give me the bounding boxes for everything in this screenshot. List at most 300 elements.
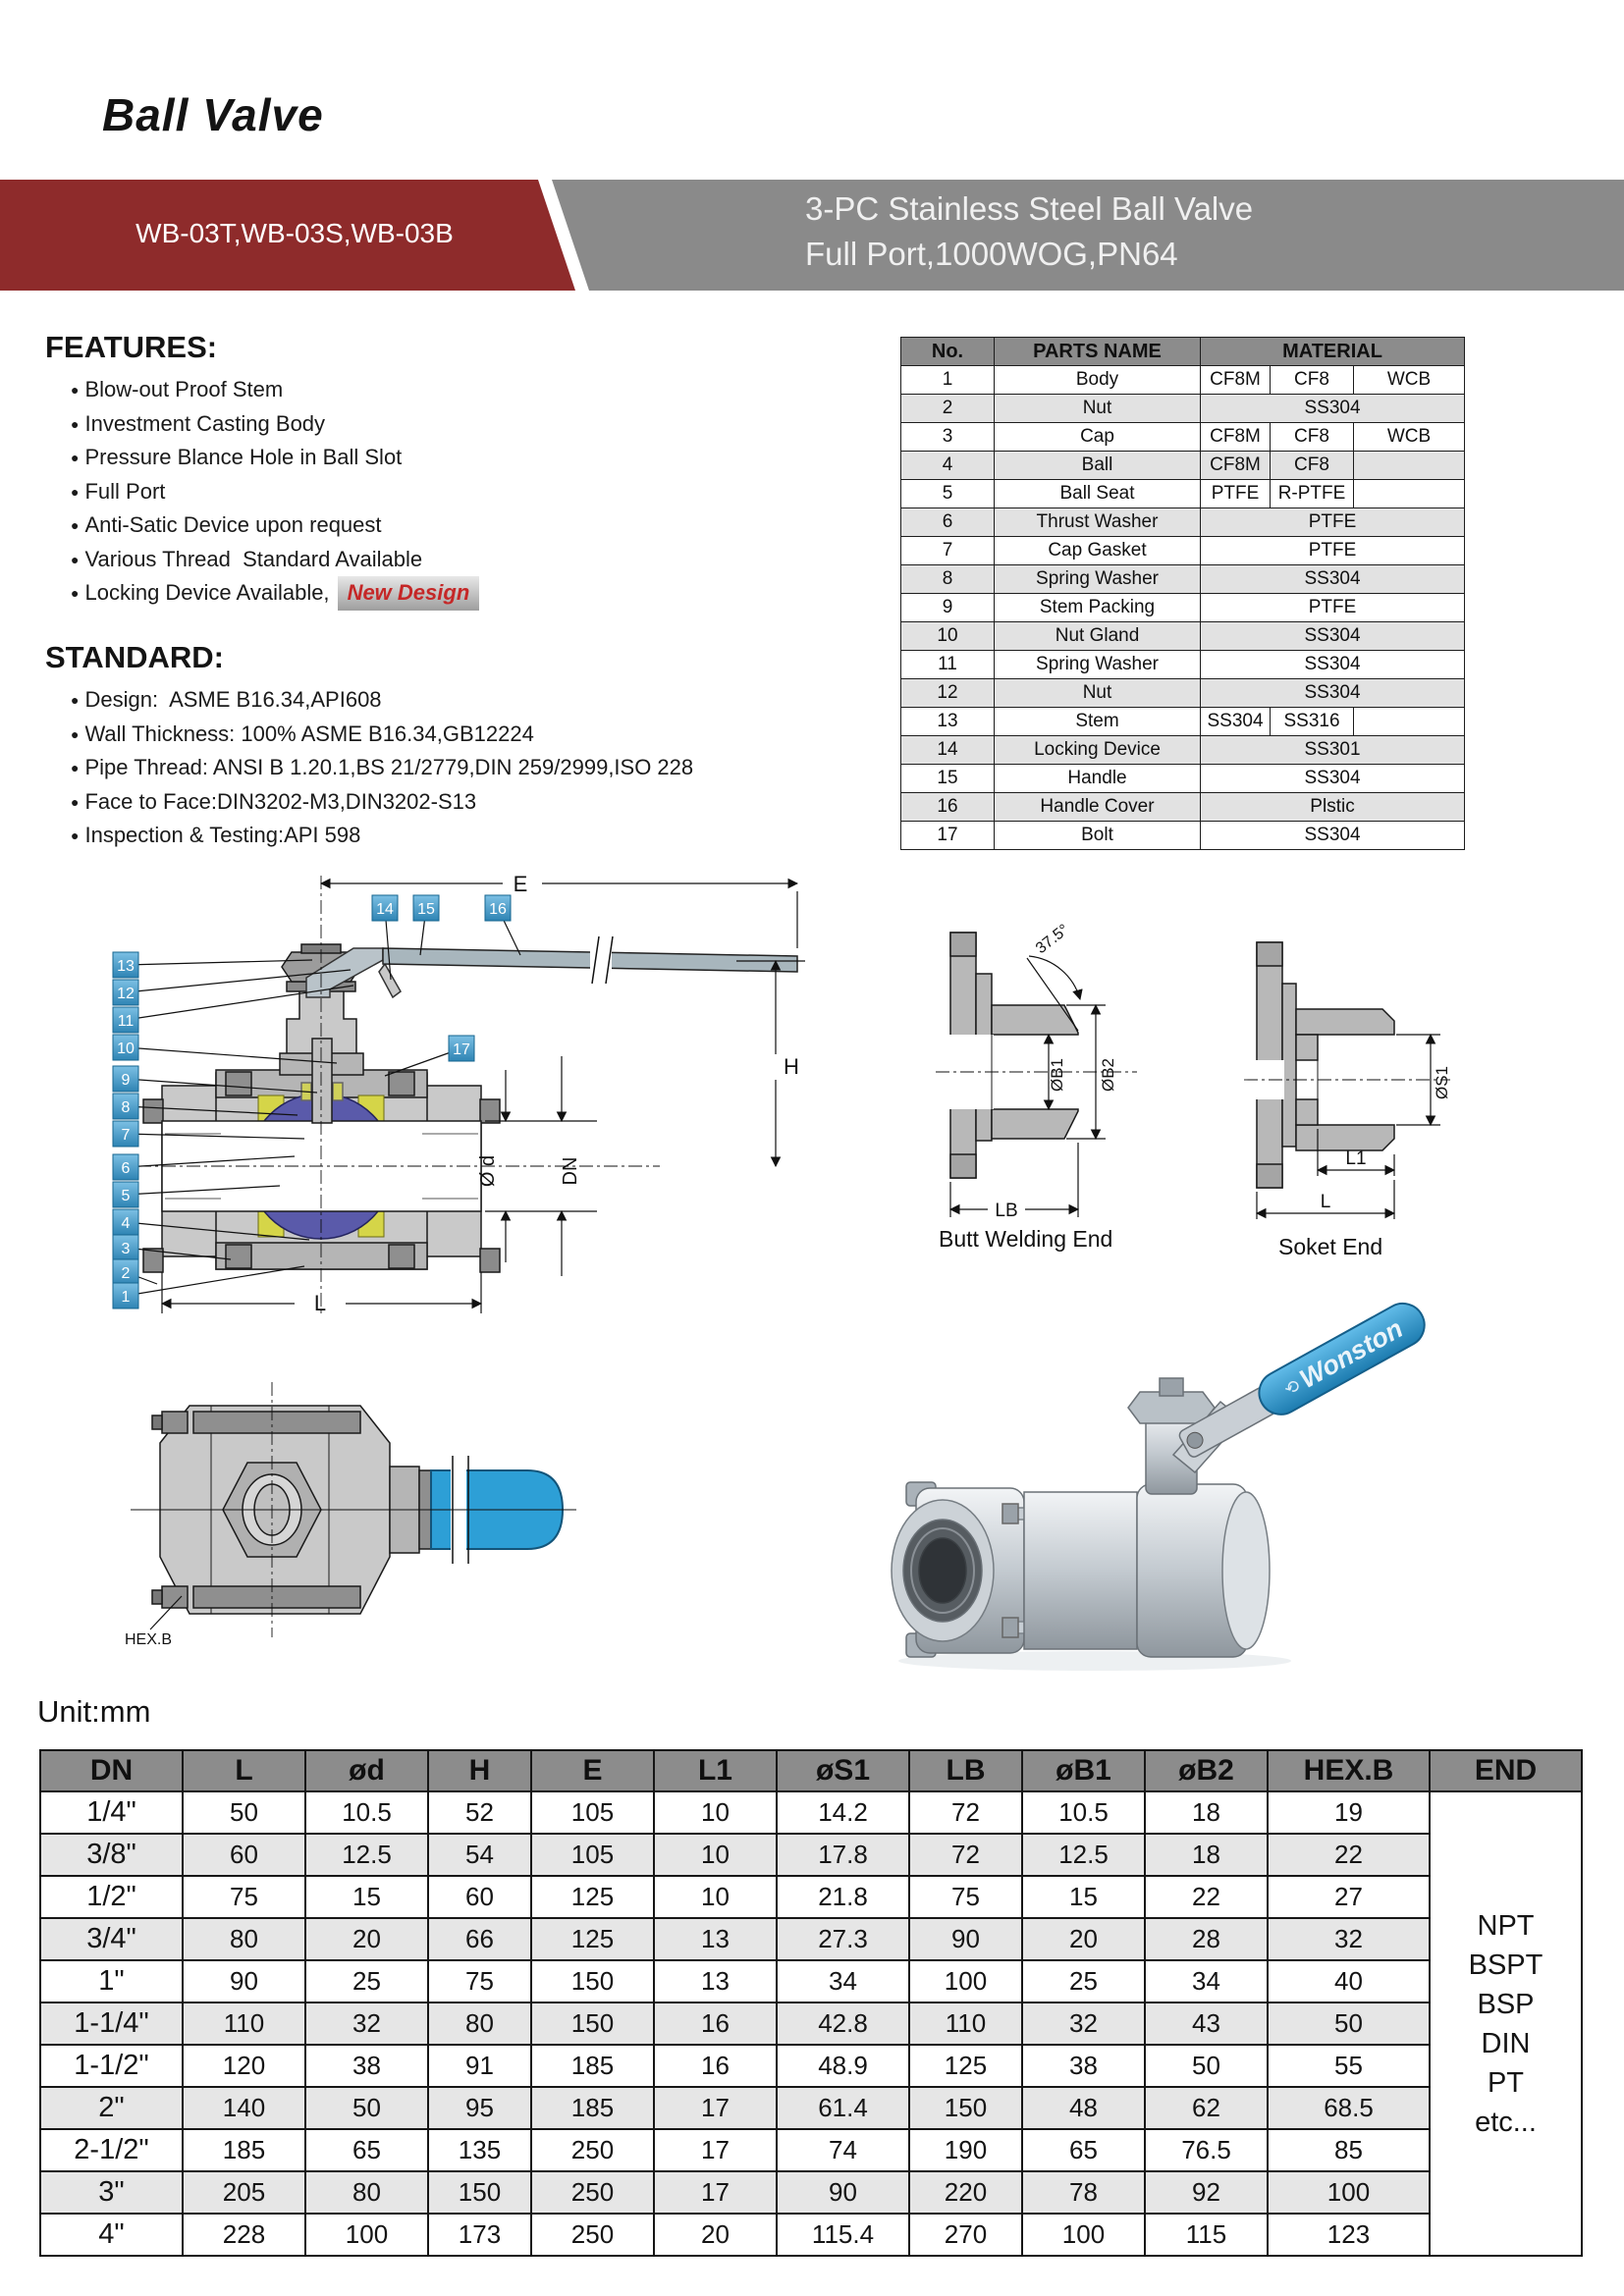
hexb-label: HEX.B (125, 1631, 173, 1647)
parts-table-body (901, 366, 1465, 850)
parts-cell: WCB (1354, 423, 1465, 452)
svg-text:8: 8 (121, 1099, 131, 1116)
dim-cell: 17.8 (777, 1834, 909, 1876)
product-photo (830, 1245, 1429, 1677)
dim-cell: 50 (183, 1791, 305, 1834)
dim-B1-label: ØB1 (1048, 1057, 1066, 1093)
butt-weld-body (948, 933, 1078, 1178)
dim-cell: 75 (428, 1960, 531, 2002)
svg-text:13: 13 (117, 958, 135, 975)
svg-text:6: 6 (121, 1160, 131, 1177)
parts-cell (1354, 708, 1465, 736)
dim-cell: 92 (1145, 2171, 1268, 2214)
parts-table-row (901, 793, 1465, 822)
svg-text:14: 14 (376, 901, 394, 918)
dim-cell: 10 (654, 1791, 777, 1834)
parts-table-row (901, 565, 1465, 594)
bullet-item: ● Investment Casting Body (71, 407, 595, 442)
dim-cell: 270 (909, 2214, 1022, 2256)
parts-cell: Spring Washer (995, 651, 1201, 679)
dim-cell: 10 (654, 1876, 777, 1918)
dim-col-header: øB1 (1022, 1750, 1145, 1791)
dim-cell: 13 (654, 1960, 777, 2002)
dim-cell: 110 (909, 2002, 1022, 2045)
dim-cell: 66 (428, 1918, 531, 1960)
dim-cell: 25 (1022, 1960, 1145, 2002)
dim-cell: 48 (1022, 2087, 1145, 2129)
parts-cell: Nut (995, 679, 1201, 708)
parts-cell: CF8 (1271, 452, 1354, 480)
dim-cell: 34 (777, 1960, 909, 2002)
dim-cell: 38 (1022, 2045, 1145, 2087)
dim-cell: 10 (654, 1834, 777, 1876)
parts-table-header (901, 338, 1465, 366)
dim-cell: 100 (909, 1960, 1022, 2002)
dim-cell: 17 (654, 2129, 777, 2171)
flange-bolt (389, 1072, 414, 1095)
dim-table-row (40, 1834, 1582, 1876)
parts-cell: PTFE (1201, 594, 1465, 622)
dim-cell: 91 (428, 2045, 531, 2087)
dim-cell: 65 (1022, 2129, 1145, 2171)
dim-table-row (40, 2002, 1582, 2045)
dim-cell: 20 (1022, 1918, 1145, 1960)
dim-cell: 185 (183, 2129, 305, 2171)
dim-cell: 15 (305, 1876, 428, 1918)
parts-cell: SS304 (1201, 708, 1271, 736)
dim-L-label: L (1320, 1192, 1331, 1212)
product-title-line1: 3-PC Stainless Steel Ball Valve (805, 190, 1254, 227)
dim-cell-dn: 3/8" (40, 1834, 183, 1876)
dim-cell-dn: 2-1/2" (40, 2129, 183, 2171)
dim-cell: 125 (909, 2045, 1022, 2087)
parts-cell: Stem Packing (995, 594, 1201, 622)
dim-cell: 19 (1268, 1791, 1430, 1834)
end-option: etc... (1475, 2106, 1537, 2138)
dim-cell: 125 (531, 1918, 654, 1960)
end-option: BSP (1477, 1988, 1535, 2020)
bullet-item: ● Anti-Satic Device upon request (71, 508, 595, 543)
dim-cell: 21.8 (777, 1876, 909, 1918)
dim-cell: 90 (777, 2171, 909, 2214)
parts-cell: Handle Cover (995, 793, 1201, 822)
dim-cell: 38 (305, 2045, 428, 2087)
dim-cell: 52 (428, 1791, 531, 1834)
dim-cell: 140 (183, 2087, 305, 2129)
dim-col-header: HEX.B (1268, 1750, 1430, 1791)
dim-DN-label: DN (560, 1156, 581, 1186)
dim-cell: 10.5 (1022, 1791, 1145, 1834)
parts-table-row (901, 537, 1465, 565)
parts-cell: SS304 (1201, 679, 1465, 708)
dim-table-row (40, 1791, 1582, 1834)
dim-cell: 100 (1268, 2171, 1430, 2214)
parts-table-row (901, 679, 1465, 708)
dim-cell-dn: 4" (40, 2214, 183, 2256)
bullet-item: ● Design: ASME B16.34,API608 (71, 683, 654, 718)
page-title: Ball Valve (102, 89, 324, 140)
dim-cell: 228 (183, 2214, 305, 2256)
svg-text:4: 4 (121, 1215, 131, 1232)
svg-text:1: 1 (121, 1289, 131, 1306)
svg-text:17: 17 (453, 1041, 470, 1058)
dim-cell: 10.5 (305, 1791, 428, 1834)
dim-cell: 150 (531, 2002, 654, 2045)
dim-cell: 185 (531, 2045, 654, 2087)
dim-cell: 12.5 (1022, 1834, 1145, 1876)
features-section (45, 330, 595, 611)
features-heading: FEATURES: (45, 330, 218, 364)
bullet-item: ● Pipe Thread: ANSI B 1.20.1,BS 21/2779,DIN 259/2999,ISO 228 (71, 751, 654, 785)
parts-table-row (901, 423, 1465, 452)
standard-heading: STANDARD: (45, 640, 224, 674)
end-thread-types-cell (1430, 1791, 1582, 2256)
svg-text:9: 9 (121, 1072, 131, 1089)
dim-cell: 68.5 (1268, 2087, 1430, 2129)
parts-cell: CF8 (1271, 423, 1354, 452)
parts-cell: 3 (901, 423, 995, 452)
dim-cell: 14.2 (777, 1791, 909, 1834)
bullet-item: ● Face to Face:DIN3202-M3,DIN3202-S13 (71, 785, 654, 820)
dim-cell: 43 (1145, 2002, 1268, 2045)
dim-col-header: L1 (654, 1750, 777, 1791)
parts-table-row (901, 736, 1465, 765)
svg-text:11: 11 (117, 1013, 135, 1030)
parts-cell: Spring Washer (995, 565, 1201, 594)
dim-B2-label: ØB2 (1099, 1057, 1117, 1093)
dim-cell: 32 (1268, 1918, 1430, 1960)
dim-cell: 185 (531, 2087, 654, 2129)
dim-cell: 50 (305, 2087, 428, 2129)
end-option: PT (1487, 2066, 1525, 2099)
bullet-item: ● Wall Thickness: 100% ASME B16.34,GB12224 (71, 718, 654, 752)
parts-table-row (901, 622, 1465, 651)
dim-col-header: H (428, 1750, 531, 1791)
parts-cell: 12 (901, 679, 995, 708)
parts-table-row (901, 452, 1465, 480)
parts-cell: 8 (901, 565, 995, 594)
dim-cell: 75 (909, 1876, 1022, 1918)
bullet-item: ● Various Thread Standard Available (71, 543, 595, 577)
dimension-table-header (40, 1750, 1582, 1791)
end-option: NPT (1477, 1909, 1535, 1942)
dim-col-header: LB (909, 1750, 1022, 1791)
dim-cell: 110 (183, 2002, 305, 2045)
dim-cell: 72 (909, 1791, 1022, 1834)
dim-cell: 90 (183, 1960, 305, 2002)
dim-cell-dn: 1-1/2" (40, 2045, 183, 2087)
dim-cell: 16 (654, 2002, 777, 2045)
dim-cell-dn: 2" (40, 2087, 183, 2129)
dim-cell: 75 (183, 1876, 305, 1918)
parts-col-material: MATERIAL (1201, 338, 1465, 366)
dim-cell: 95 (428, 2087, 531, 2129)
parts-cell: WCB (1354, 366, 1465, 395)
dim-cell: 27.3 (777, 1918, 909, 1960)
dim-cell: 115.4 (777, 2214, 909, 2256)
dim-cell: 78 (1022, 2171, 1145, 2214)
parts-cell: Cap Gasket (995, 537, 1201, 565)
brand-label: Wonston (1294, 1313, 1408, 1395)
butt-welding-end-drawing (931, 915, 1206, 1254)
dimension-table-body (40, 1791, 1582, 2256)
parts-cell: 17 (901, 822, 995, 850)
parts-table-row (901, 708, 1465, 736)
dim-col-header: END (1430, 1750, 1582, 1791)
body-nut (143, 1249, 163, 1272)
socket-end-caption: Soket End (1278, 1234, 1383, 1259)
part-tag (113, 1266, 304, 1308)
dim-cell: 20 (305, 1918, 428, 1960)
parts-cell: SS304 (1201, 651, 1465, 679)
parts-cell: Bolt (995, 822, 1201, 850)
dim-L1-label: L1 (1345, 1148, 1367, 1169)
dim-cell-dn: 1/2" (40, 1876, 183, 1918)
parts-cell: 4 (901, 452, 995, 480)
parts-cell: Ball (995, 452, 1201, 480)
dim-col-header: DN (40, 1750, 183, 1791)
parts-cell: 14 (901, 736, 995, 765)
dim-d-label: Ø d (477, 1154, 499, 1188)
parts-cell: 1 (901, 366, 995, 395)
parts-cell: 2 (901, 395, 995, 423)
parts-cell: Locking Device (995, 736, 1201, 765)
dim-cell: 42.8 (777, 2002, 909, 2045)
new-design-badge: New Design (338, 576, 480, 611)
dim-cell: 100 (305, 2214, 428, 2256)
dim-cell: 150 (428, 2171, 531, 2214)
bullet-item: ● Blow-out Proof Stem (71, 373, 595, 407)
parts-cell (1354, 480, 1465, 508)
dim-cell: 60 (428, 1876, 531, 1918)
dim-cell-dn: 1-1/4" (40, 2002, 183, 2045)
parts-cell: Handle (995, 765, 1201, 793)
dim-cell: 85 (1268, 2129, 1430, 2171)
dim-cell: 13 (654, 1918, 777, 1960)
dimension-table (39, 1749, 1583, 2257)
valve-cross-section-drawing (59, 862, 835, 1323)
dim-cell: 22 (1145, 1876, 1268, 1918)
flange-bolt (226, 1245, 251, 1268)
parts-cell (1354, 452, 1465, 480)
dim-cell: 50 (1268, 2002, 1430, 2045)
dim-cell: 72 (909, 1834, 1022, 1876)
dim-cell: 123 (1268, 2214, 1430, 2256)
dim-cell: 50 (1145, 2045, 1268, 2087)
parts-cell: Ball Seat (995, 480, 1201, 508)
dim-cell: 34 (1145, 1960, 1268, 2002)
flange-bolt (226, 1072, 251, 1095)
dim-col-header: øS1 (777, 1750, 909, 1791)
dim-cell: 17 (654, 2171, 777, 2214)
parts-cell: SS304 (1201, 765, 1465, 793)
dim-cell: 15 (1022, 1876, 1145, 1918)
parts-cell: 10 (901, 622, 995, 651)
parts-table-row (901, 822, 1465, 850)
dim-cell-dn: 1" (40, 1960, 183, 2002)
dim-cell: 205 (183, 2171, 305, 2214)
dim-cell: 120 (183, 2045, 305, 2087)
body-nut (480, 1249, 500, 1272)
parts-cell: 9 (901, 594, 995, 622)
socket-body (1255, 942, 1394, 1188)
svg-text:10: 10 (117, 1041, 135, 1057)
butt-welding-end-caption: Butt Welding End (939, 1226, 1113, 1252)
dim-cell: 20 (654, 2214, 777, 2256)
stem-packing (333, 1083, 343, 1100)
end-option: BSPT (1468, 1949, 1543, 1981)
parts-cell: PTFE (1201, 537, 1465, 565)
dim-cell-dn: 1/4" (40, 1791, 183, 1834)
dim-cell: 12.5 (305, 1834, 428, 1876)
part-tag (413, 895, 439, 955)
parts-cell: SS304 (1201, 395, 1465, 423)
svg-text:2: 2 (121, 1265, 131, 1282)
svg-text:16: 16 (489, 901, 507, 918)
dim-cell: 32 (305, 2002, 428, 2045)
dim-table-row (40, 2045, 1582, 2087)
dim-cell: 25 (305, 1960, 428, 2002)
part-tag (485, 895, 520, 955)
parts-cell: Nut Gland (995, 622, 1201, 651)
bevel-angle-label: 37.5° (1032, 921, 1073, 958)
parts-table-row (901, 366, 1465, 395)
dim-cell: 150 (531, 1960, 654, 2002)
parts-table-row (901, 765, 1465, 793)
parts-cell: Body (995, 366, 1201, 395)
end-option: DIN (1481, 2027, 1531, 2059)
svg-text:5: 5 (121, 1188, 131, 1204)
dim-cell: 100 (1022, 2214, 1145, 2256)
dim-E-label: E (513, 872, 528, 896)
dim-col-header: E (531, 1750, 654, 1791)
dim-S1-label: ØS1 (1433, 1065, 1451, 1100)
dim-table-row (40, 1918, 1582, 1960)
parts-table-row (901, 395, 1465, 423)
dim-cell: 220 (909, 2171, 1022, 2214)
dim-cell: 17 (654, 2087, 777, 2129)
onoff-arrow-icon: ⟲ (1280, 1375, 1304, 1401)
dim-cell-dn: 3/4" (40, 1918, 183, 1960)
bullet-item: ● Full Port (71, 475, 595, 509)
parts-table-row (901, 651, 1465, 679)
flange-bolt (389, 1245, 414, 1268)
dim-table-row (40, 1960, 1582, 2002)
parts-cell: Plstic (1201, 793, 1465, 822)
dim-cell: 115 (1145, 2214, 1268, 2256)
parts-col-name: PARTS NAME (995, 338, 1201, 366)
dim-cell: 80 (183, 1918, 305, 1960)
parts-cell: 15 (901, 765, 995, 793)
dim-cell: 60 (183, 1834, 305, 1876)
dim-cell: 18 (1145, 1791, 1268, 1834)
body-nut (143, 1099, 163, 1123)
bullet-item: ● Locking Device Available, New Design (71, 576, 595, 611)
parts-cell: 6 (901, 508, 995, 537)
standard-list (45, 683, 694, 853)
dim-cell: 74 (777, 2129, 909, 2171)
svg-text:7: 7 (121, 1127, 131, 1144)
svg-text:15: 15 (417, 901, 435, 918)
stem-nut (1128, 1392, 1215, 1423)
parts-cell: SS304 (1201, 565, 1465, 594)
features-list (45, 373, 595, 611)
parts-table-row (901, 508, 1465, 537)
parts-cell: PTFE (1201, 480, 1271, 508)
dim-cell: 62 (1145, 2087, 1268, 2129)
parts-cell: CF8M (1201, 366, 1271, 395)
dim-cell: 55 (1268, 2045, 1430, 2087)
parts-cell: CF8M (1201, 423, 1271, 452)
unit-label: Unit:mm (37, 1694, 151, 1729)
dim-cell: 54 (428, 1834, 531, 1876)
dim-table-row (40, 1876, 1582, 1918)
dim-cell: 80 (305, 2171, 428, 2214)
dim-cell: 18 (1145, 1834, 1268, 1876)
dim-cell: 27 (1268, 1876, 1430, 1918)
dim-cell: 80 (428, 2002, 531, 2045)
dim-L-label: L (313, 1291, 327, 1315)
parts-cell: SS316 (1271, 708, 1354, 736)
dim-table-row (40, 2129, 1582, 2171)
dim-col-header: øB2 (1145, 1750, 1268, 1791)
dim-cell: 173 (428, 2214, 531, 2256)
parts-material-table (900, 337, 1465, 850)
dim-cell: 61.4 (777, 2087, 909, 2129)
dim-cell: 40 (1268, 1960, 1430, 2002)
dim-cell: 135 (428, 2129, 531, 2171)
dim-col-header: ød (305, 1750, 428, 1791)
dim-cell: 105 (531, 1834, 654, 1876)
dim-cell: 250 (531, 2129, 654, 2171)
svg-text:3: 3 (121, 1241, 131, 1257)
parts-cell: R-PTFE (1271, 480, 1354, 508)
dim-cell: 250 (531, 2171, 654, 2214)
dim-cell: 22 (1268, 1834, 1430, 1876)
parts-cell: 16 (901, 793, 995, 822)
body-nut (480, 1099, 500, 1123)
parts-table-row (901, 594, 1465, 622)
parts-cell: SS301 (1201, 736, 1465, 765)
dim-H-label: H (784, 1054, 799, 1079)
product-title-line2: Full Port,1000WOG,PN64 (805, 236, 1178, 272)
dim-cell: 90 (909, 1918, 1022, 1960)
standard-section (45, 640, 694, 853)
dim-cell: 28 (1145, 1918, 1268, 1960)
parts-col-no: No. (901, 338, 995, 366)
dim-table-row (40, 2171, 1582, 2214)
dim-cell: 16 (654, 2045, 777, 2087)
parts-cell: CF8 (1271, 366, 1354, 395)
dim-table-row (40, 2087, 1582, 2129)
dim-cell: 48.9 (777, 2045, 909, 2087)
parts-cell: Thrust Washer (995, 508, 1201, 537)
photo-handle-group (1174, 1296, 1429, 1465)
parts-cell: 7 (901, 537, 995, 565)
dim-cell: 125 (531, 1876, 654, 1918)
parts-cell: CF8M (1201, 452, 1271, 480)
stem (312, 1039, 332, 1123)
valve-top-view-drawing (123, 1372, 584, 1647)
parts-table-row (901, 480, 1465, 508)
svg-text:12: 12 (117, 986, 135, 1002)
dim-cell: 32 (1022, 2002, 1145, 2045)
parts-cell: 11 (901, 651, 995, 679)
parts-cell: 5 (901, 480, 995, 508)
bullet-item: ● Inspection & Testing:API 598 (71, 819, 654, 853)
parts-cell: PTFE (1201, 508, 1465, 537)
model-codes: WB-03T,WB-03S,WB-03B (135, 218, 454, 248)
